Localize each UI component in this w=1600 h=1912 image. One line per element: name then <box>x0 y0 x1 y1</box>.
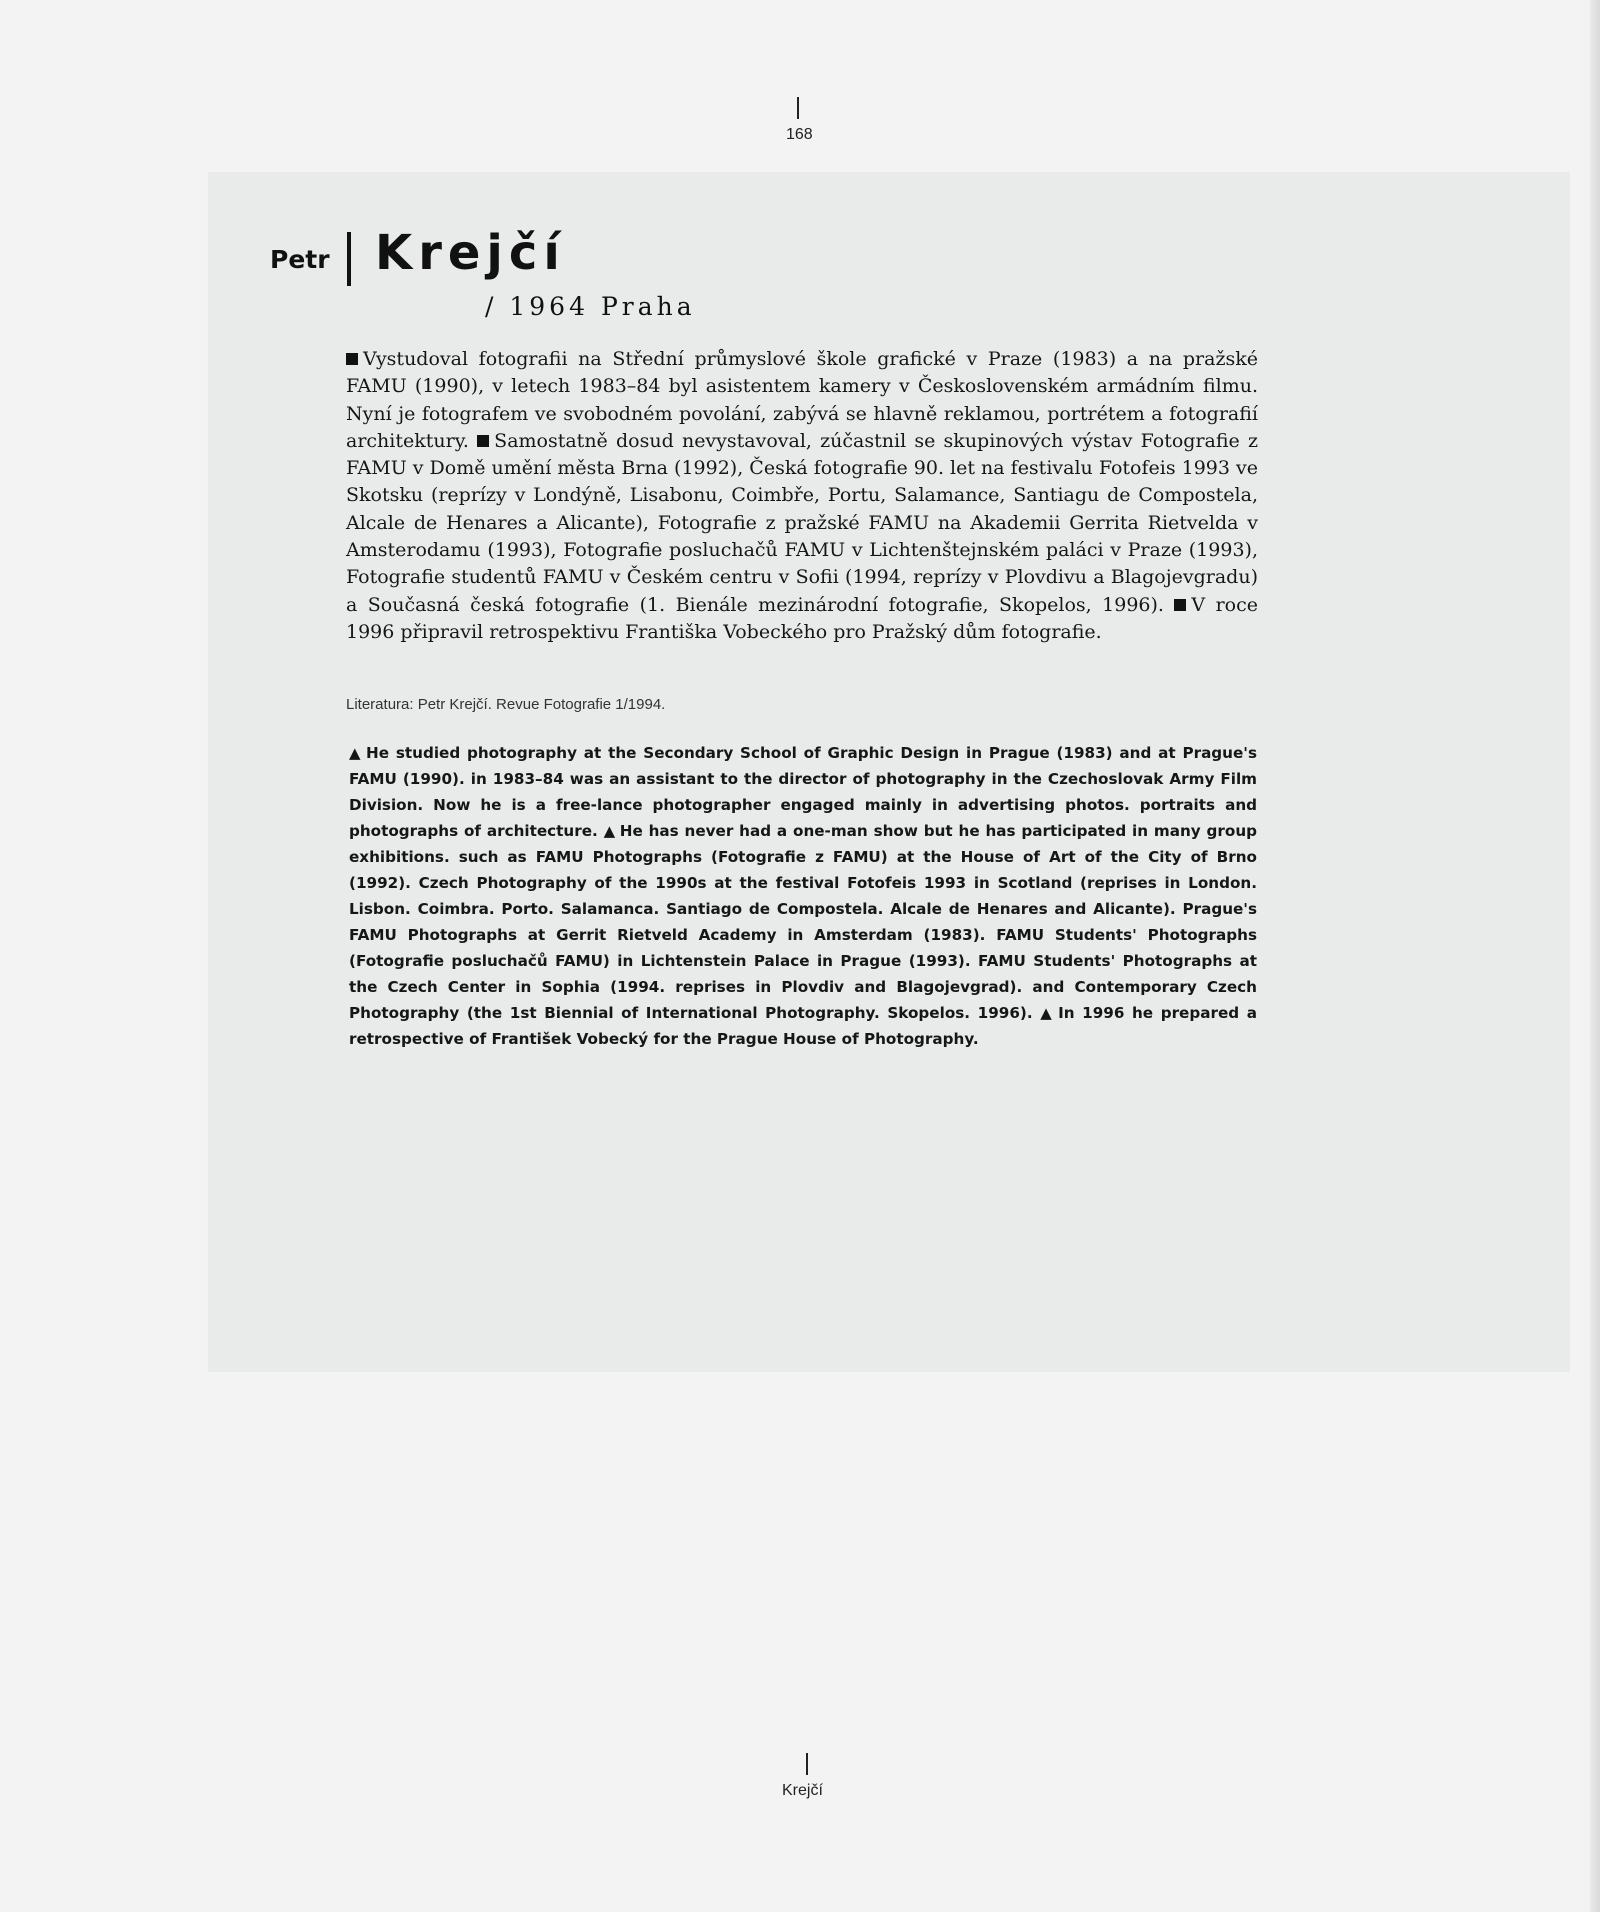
square-bullet-icon <box>1174 599 1186 611</box>
name-divider <box>347 232 351 286</box>
czech-biography <box>346 346 1258 646</box>
triangle-bullet-icon: ▲ <box>349 744 363 762</box>
czech-paragraph: V roce 1996 připravil retrospektivu Františka Vobeckého pro Pražský dům fotografie. <box>346 593 1258 643</box>
birth-info: / 1964 Praha <box>485 292 696 321</box>
czech-paragraph: Samostatně dosud nevystavoval, zúčastnil se skupinových výstav Fotografie z FAMU v Domě umění města Brna (1992), Česká fotografie 90. let na festivalu Fotofeis 1993 ve Skotsku (reprízy v Londýně, Lisabonu, Coimbře, Portu, Salamance, Santiagu de Compostela, Alcale de Henares a Alicante), Fotografie z pražské FAMU na Akademii Gerrita Rietvelda v Amsterodamu (1993), Fotografie posluchačů FAMU v Lichtenštejnském paláci v Praze (1993), Fotografie studentů FAMU v Českém centru v Sofii (1994, reprízy v Plovdivu a Blagojevgradu) a Současná česká fotografie (1. Bienále mezinárodní fotografie, Skopelos, 1996). <box>346 429 1258 616</box>
footer-running-name: Krejčí <box>782 1782 823 1799</box>
english-biography <box>349 740 1257 1052</box>
triangle-bullet-icon: ▲ <box>603 822 616 840</box>
english-paragraph: He has never had a one-man show but he has participated in many group exhibitions. such as FAMU Photographs (Fotografie z FAMU) at the House of Art of the City of Brno (1992). Czech Photography of the 1990s at the festival Fotofeis 1993 in Scotland (reprises in London. Lisbon. Coimbra. Porto. Salamanca. Santiago de Compostela. Alcale de Henares and Alicante). Prague's FAMU Photographs at Gerrit Rietveld Academy in Amsterdam (1983). FAMU Students' Photographs (Fotografie posluchačů FAMU) in Lichtenstein Palace in Prague (1993). FAMU Students' Photographs at the Czech Center in Sophia (1994. reprises in Plovdiv and Blagojevgrad). and Contemporary Czech Photography (the 1st Biennial of International Photography. Skopelos. 1996). <box>349 822 1257 1022</box>
literature-reference: Literatura: Petr Krejčí. Revue Fotografie 1/1994. <box>346 696 666 713</box>
square-bullet-icon <box>477 435 489 447</box>
czech-paragraph: Vystudoval fotografii na Střední průmyslové škole grafické v Praze (1983) a na pražské FAMU (1990), v letech 1983–84 byl asistentem kamery v Československém armádním filmu. Nyní je fotografem ve svobodném povolání, zabývá se hlavně reklamou, portrétem a fotografií architektury. <box>346 348 1258 452</box>
page-edge <box>1590 0 1600 1912</box>
triangle-bullet-icon: ▲ <box>1040 1004 1055 1022</box>
first-name: Petr <box>270 245 330 274</box>
english-paragraph: He studied photography at the Secondary School of Graphic Design in Prague (1983) and at Prague's FAMU (1990). in 1983–84 was an assistant to the director of photography in the Czechoslovak Army Film Division. Now he is a free-lance photographer engaged mainly in advertising photos. portraits and photographs of architecture. <box>349 744 1257 840</box>
surname-heading: Krejčí <box>375 225 566 281</box>
square-bullet-icon <box>346 353 358 365</box>
footer-rule <box>806 1753 808 1775</box>
english-paragraph: In 1996 he prepared a retrospective of František Vobecký for the Prague House of Photography. <box>349 1004 1257 1048</box>
page-number-rule <box>797 97 799 119</box>
page-number: 168 <box>786 126 813 143</box>
